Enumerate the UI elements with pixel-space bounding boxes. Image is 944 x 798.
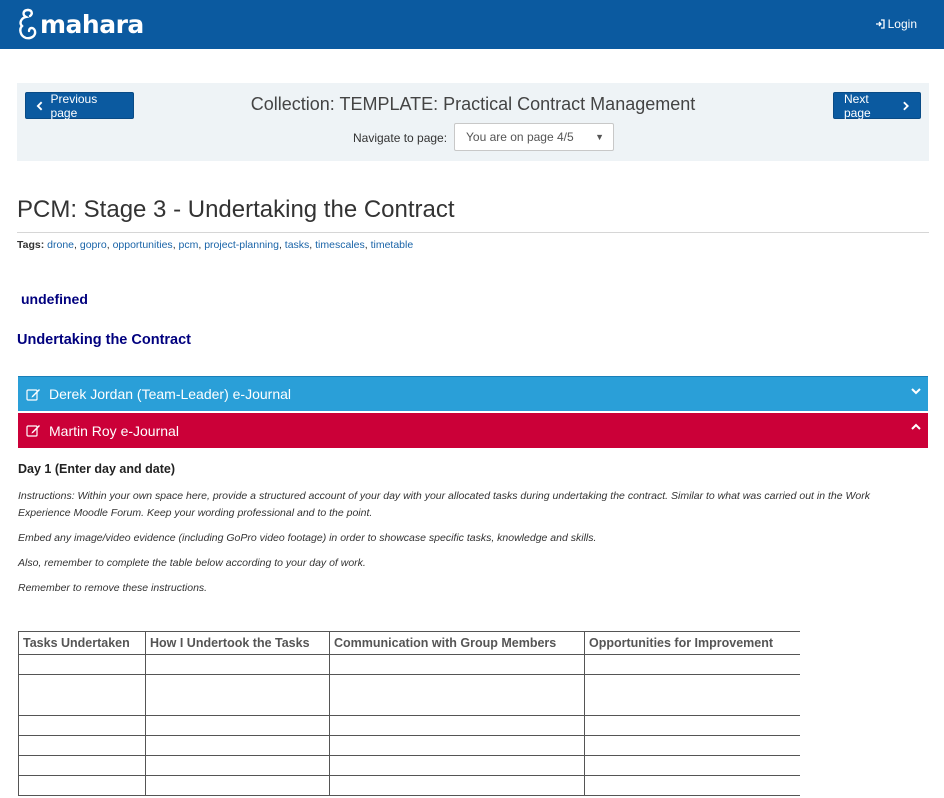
table-cell xyxy=(19,655,146,675)
table-row xyxy=(19,716,801,736)
page-select[interactable] xyxy=(454,123,614,151)
undefined-heading: undefined xyxy=(21,291,88,307)
table-cell xyxy=(330,675,585,716)
caret-down-icon: ▼ xyxy=(595,132,604,142)
chevron-down-icon xyxy=(911,386,921,396)
table-cell xyxy=(585,655,801,675)
tag-link[interactable]: gopro xyxy=(79,239,107,251)
table-row xyxy=(19,756,801,776)
site-header xyxy=(0,0,944,49)
logo-text: mahara xyxy=(40,9,144,39)
table-cell xyxy=(19,756,146,776)
chevron-right-icon xyxy=(902,101,910,111)
table-cell xyxy=(146,756,330,776)
table-header-row xyxy=(19,632,801,655)
tag-link[interactable]: drone xyxy=(47,239,75,251)
mahara-logo-icon xyxy=(17,7,39,41)
next-page-button[interactable] xyxy=(833,92,921,119)
login-label: Login xyxy=(887,17,917,31)
table-cell xyxy=(330,736,585,756)
table-cell xyxy=(585,756,801,776)
page-select-value: You are on page 4/5 xyxy=(466,130,574,144)
table-cell xyxy=(585,716,801,736)
table-cell xyxy=(146,655,330,675)
table-cell xyxy=(19,675,146,716)
chevron-up-icon xyxy=(911,422,921,432)
collection-title: Collection: TEMPLATE: Practical Contract Management xyxy=(250,94,696,114)
table-cell xyxy=(19,716,146,736)
sign-in-icon xyxy=(875,19,885,29)
table-cell xyxy=(585,776,801,796)
table-cell xyxy=(146,716,330,736)
table-row xyxy=(19,655,801,675)
table-row xyxy=(19,776,801,796)
table-cell xyxy=(330,756,585,776)
daily-log-table xyxy=(18,631,800,796)
instruction-text: Remember to remove these instructions. xyxy=(18,582,208,594)
tag-link[interactable]: tasks xyxy=(284,239,310,251)
next-page-label: Next page xyxy=(844,91,871,120)
title-divider xyxy=(17,232,929,233)
collection-navigation xyxy=(17,83,929,161)
instruction-text: Instructions: Within your own space here, provide a structured account of your day with your allocated tasks during undertaking the contract. Similar to what was carried out in the Work Experience Moodle Forum. Keep your wording professional and to the point. xyxy=(18,490,870,519)
tag-link[interactable]: pcm xyxy=(178,239,199,251)
day-heading: Day 1 (Enter day and date) xyxy=(18,462,175,476)
table-cell xyxy=(585,675,801,716)
tags-label: Tags: xyxy=(17,239,45,251)
table-row xyxy=(19,675,801,716)
column-header: How I Undertook the Tasks xyxy=(146,632,330,655)
table-cell xyxy=(330,716,585,736)
tag-link[interactable]: opportunities xyxy=(112,239,173,251)
tag-link[interactable]: project-planning xyxy=(204,239,279,251)
column-header: Tasks Undertaken xyxy=(19,632,146,655)
table-row xyxy=(19,736,801,756)
table-cell xyxy=(330,655,585,675)
login-link[interactable] xyxy=(875,17,917,31)
tags-list: Tags: drone, gopro, opportunities, pcm, project-planning, tasks, timescales, timetable xyxy=(17,239,414,251)
tag-link[interactable]: timetable xyxy=(370,239,414,251)
journal-title: Martin Roy e-Journal xyxy=(49,422,179,439)
journal-bar-martin-roy[interactable] xyxy=(18,413,928,448)
table-cell xyxy=(330,776,585,796)
page-title: PCM: Stage 3 - Undertaking the Contract xyxy=(17,196,455,223)
table-cell xyxy=(19,776,146,796)
previous-page-label: Previous page xyxy=(50,91,98,120)
navigate-to-page-label: Navigate to page: xyxy=(353,131,448,145)
instruction-text: Also, remember to complete the table below according to your day of work. xyxy=(18,557,366,569)
journal-bar-derek-jordan[interactable] xyxy=(18,376,928,411)
table-cell xyxy=(146,736,330,756)
table-cell xyxy=(146,776,330,796)
section-title: Undertaking the Contract xyxy=(17,332,192,348)
mahara-logo[interactable] xyxy=(17,7,144,41)
edit-icon xyxy=(26,388,41,401)
instruction-text: Embed any image/video evidence (including GoPro video footage) in order to showcase specific tasks, knowledge and skills. xyxy=(18,532,597,544)
column-header: Communication with Group Members xyxy=(330,632,585,655)
table-cell xyxy=(585,736,801,756)
journal-title: Derek Jordan (Team-Leader) e-Journal xyxy=(49,386,291,402)
tag-link[interactable]: timescales xyxy=(315,239,365,251)
edit-icon xyxy=(26,424,41,437)
column-header: Opportunities for Improvement xyxy=(585,632,801,655)
table-cell xyxy=(19,736,146,756)
table-cell xyxy=(146,675,330,716)
